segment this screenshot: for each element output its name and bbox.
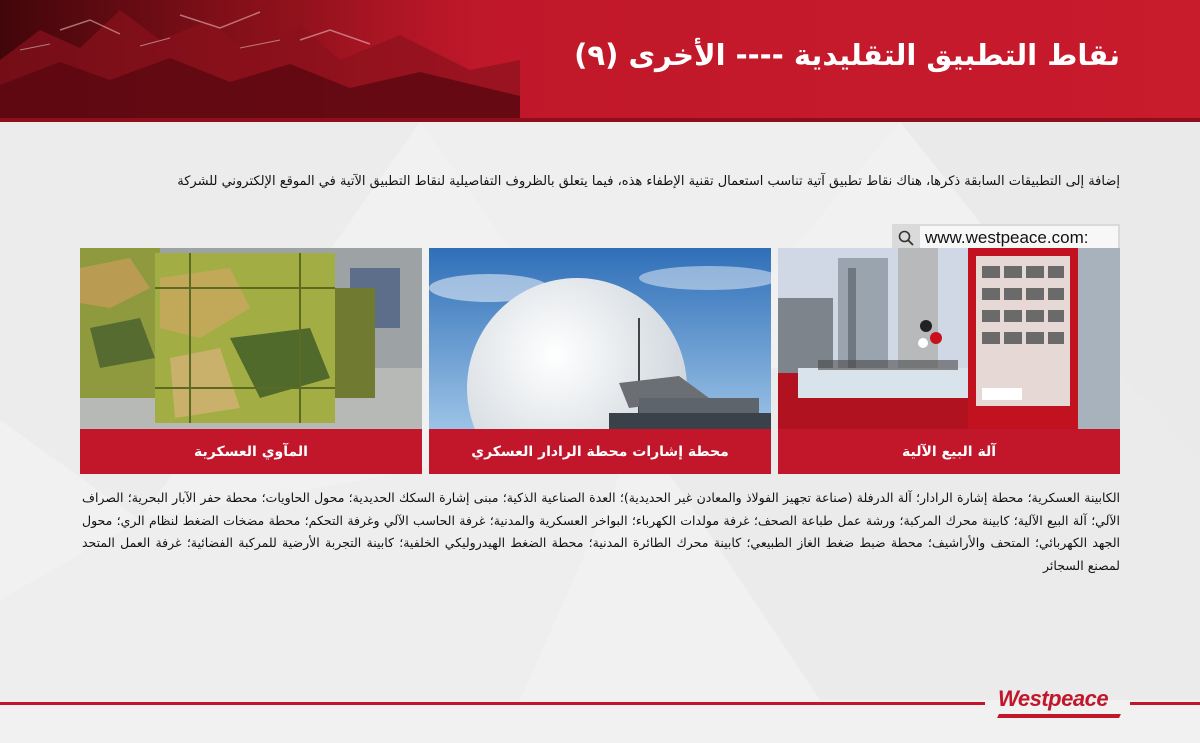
header-rock-texture <box>0 0 520 118</box>
military-shelter-containers-photo <box>80 248 422 429</box>
logo-text-peace: peace <box>1048 686 1109 711</box>
vending-machine-rooftop-photo <box>778 248 1120 429</box>
footer-divider-right <box>1130 702 1200 705</box>
card-caption: المآوي العسكرية <box>80 429 422 474</box>
card-radar-station <box>429 248 771 474</box>
westpeace-logo <box>998 686 1122 722</box>
application-list-paragraph: الكابينة العسكرية؛ محطة إشارة الرادار؛ آلة الدرفلة (صناعة تجهيز الفولاذ والمعادن غير الحديدية)؛ العدة الصناعية الذكية؛ مبنى إشارة السكك الحديدية؛ محول الحاويات؛ محطة حفر الآبار البحرية؛ الصراف الآلي؛ آلة البيع الآلية؛ كابينة محرك المركبة؛ ورشة عمل طباعة الصحف؛ غرفة مولدات الكهرباء؛ البواخر العسكرية والمدنية؛ غرفة الحاسب الآلي وغرفة التحكم؛ محطة مضخات الضغط لنظام الري؛ محول الجهد الكهربائي؛ المتحف والأراشيف؛ محطة ضبط ضغط الغاز الطبيعي؛ كابينة محرك الطائرة المدنية؛ محطة الضغط الهيدروليكي الخلفية؛ كابينة التجربة الأرضية للمركبة الفضائية؛ غرفة العمل المتحد لمصنع السجائر <box>82 490 1120 573</box>
search-icon <box>892 224 920 251</box>
radar-dome-photo <box>429 248 771 429</box>
header-banner <box>0 0 1200 118</box>
footer-divider-left <box>0 702 985 705</box>
card-military-shelter <box>80 248 422 474</box>
logo-text-west: West <box>998 686 1049 711</box>
card-caption: محطة إشارات محطة الرادار العسكري <box>429 429 771 474</box>
intro-paragraph: إضافة إلى التطبيقات السابقة ذكرها، هناك نقاط تطبيق آتية تناسب استعمال تقنية الإطفاء هذه، فيما يتعلق بالظروف التفاصيلية لنقاط التطبيق الآتية في الموقع الإلكتروني للشركة <box>177 174 1120 189</box>
website-url-box[interactable] <box>892 224 1120 251</box>
page-title: نقاط التطبيق التقليدية ---- الأخرى (٩) <box>574 38 1120 72</box>
card-caption: آلة البيع الآلية <box>778 429 1120 474</box>
header-divider <box>0 118 1200 122</box>
logo-underline <box>997 714 1121 718</box>
website-url-text[interactable]: www.westpeace.com: <box>920 226 1118 249</box>
card-vending-machine <box>778 248 1120 474</box>
